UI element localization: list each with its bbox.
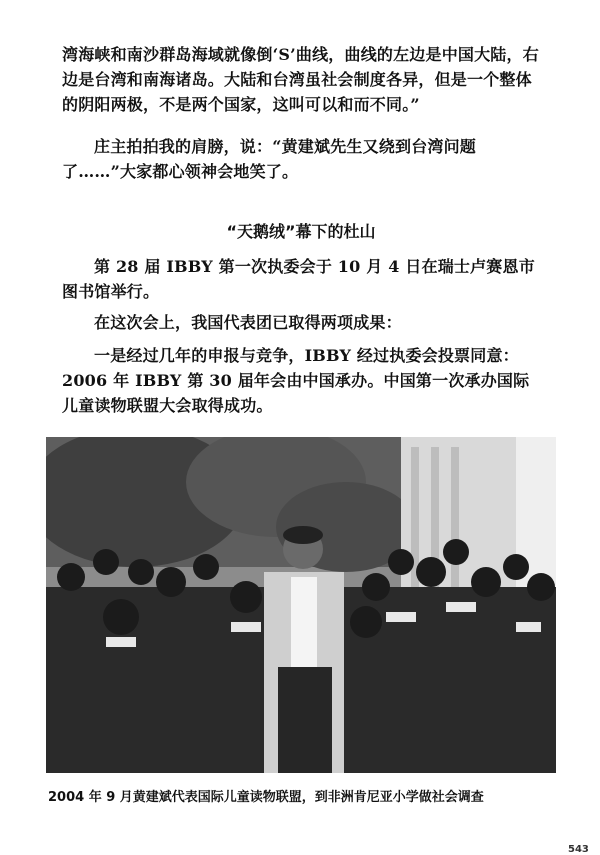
group-photo-kenya-school — [46, 437, 556, 773]
paragraph-taiwan-strait: 湾海峡和南沙群岛海域就像倒‘S’曲线，曲线的左边是中国大陆，右边是台湾和南海诸岛。大陆和台湾虽社会制度各异，但是一个整体的阴阳两极，不是两个国家，这叫可以和而不同。” — [62, 45, 539, 114]
photo-caption: 2004 年 9 月黄建斌代表国际儿童读物联盟，到非洲肯尼亚小学做社会调查 — [48, 790, 484, 805]
page-number: 543 — [568, 844, 589, 855]
paragraph-shoulder-pat: 庄主拍拍我的肩膀，说：“黄建斌先生又绕到台湾问题了……”大家都心领神会地笑了。 — [62, 137, 477, 181]
section-heading: “天鹅绒”幕下的杜山 — [226, 222, 376, 241]
paragraph-first-result: 一是经过几年的申报与竞争，IBBY 经过执委会投票同意：2006 年 IBBY 第 30 届年会由中国承办。中国第一次承办国际儿童读物联盟大会取得成功。 — [62, 346, 530, 415]
paragraph-results-intro: 在这次会上，我国代表团已取得两项成果： — [94, 313, 402, 332]
paragraph-ibby-meeting: 第 28 届 IBBY 第一次执委会于 10 月 4 日在瑞士卢赛恩市图书馆举行。 — [62, 257, 535, 301]
